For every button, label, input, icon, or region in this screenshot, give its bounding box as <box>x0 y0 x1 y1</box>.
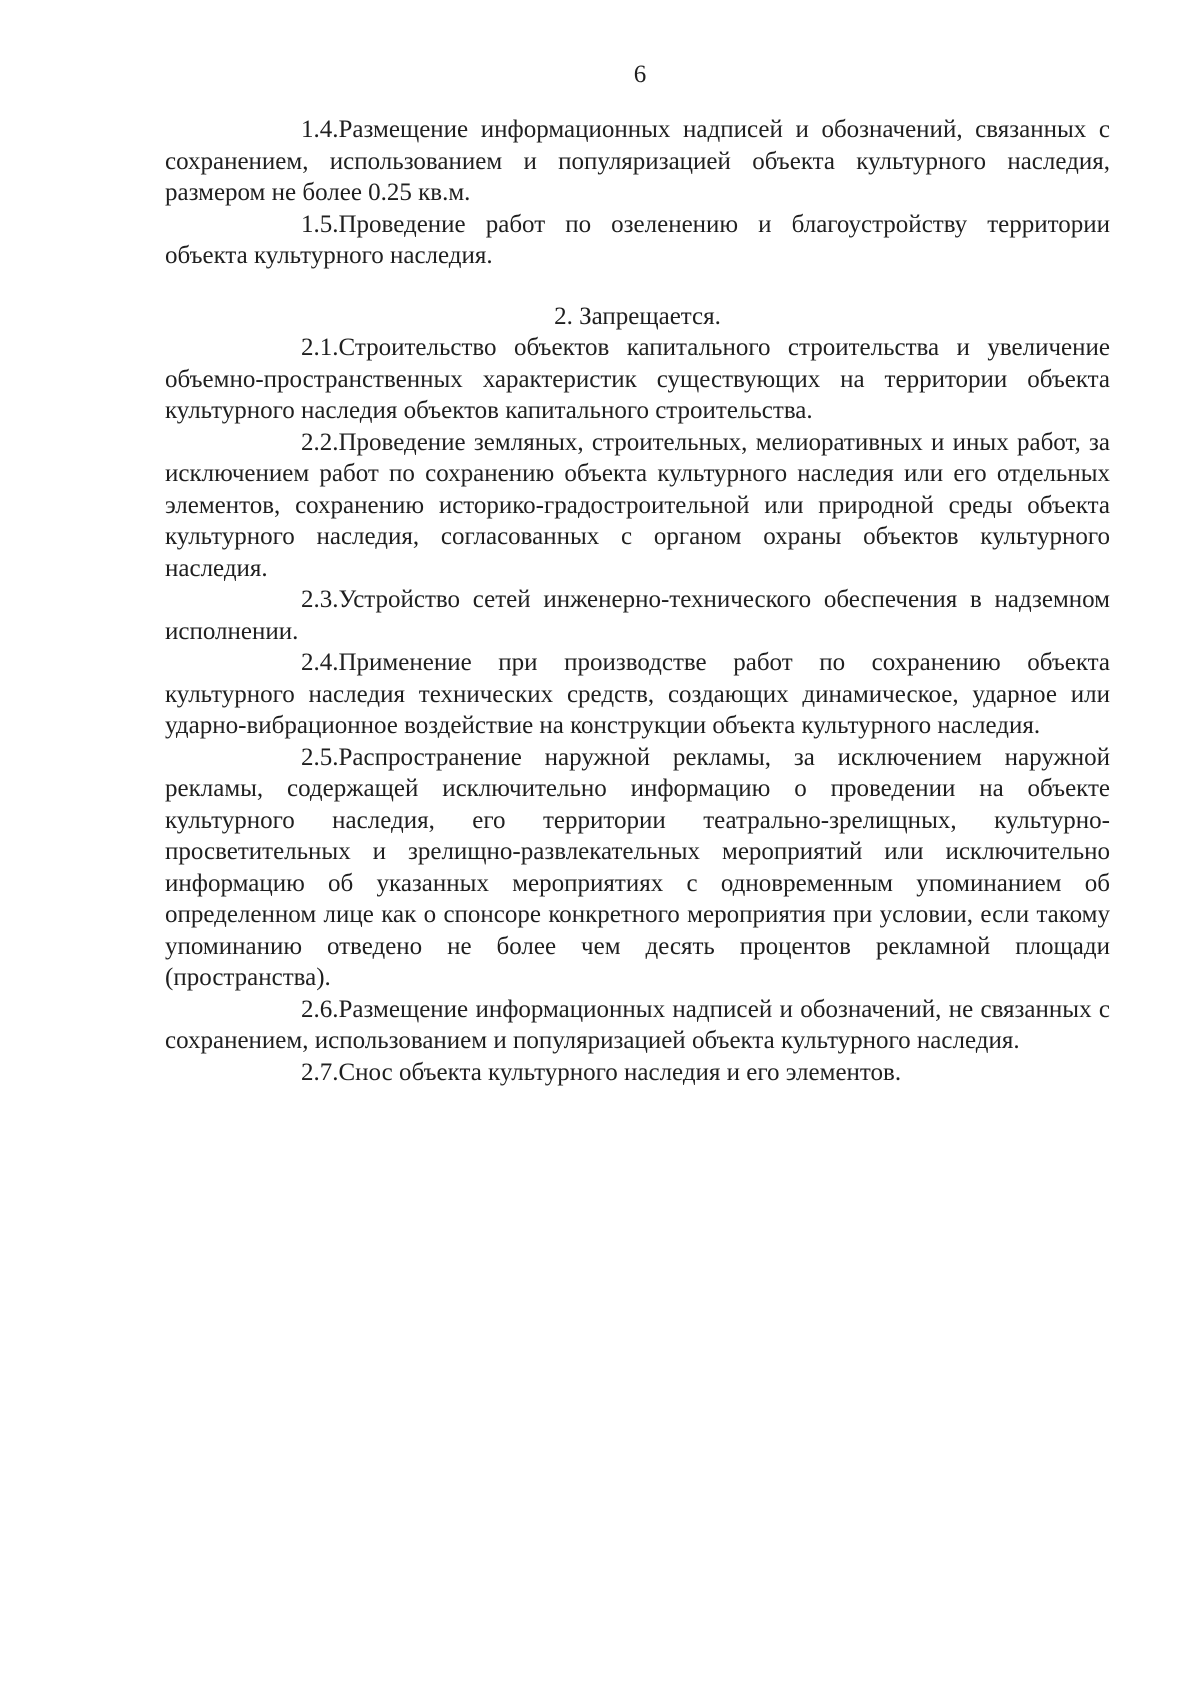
paragraph-1-4 <box>165 114 1110 209</box>
page-number: 6 <box>633 61 647 88</box>
paragraph-2-2 <box>165 427 1110 585</box>
item-number: 2.7. <box>301 1058 339 1086</box>
item-number: 2.6. <box>301 995 339 1023</box>
paragraph-2-6 <box>165 994 1110 1057</box>
document-body <box>165 114 1110 1088</box>
paragraph-2-5 <box>165 742 1110 994</box>
item-text: Устройство сетей инженерно-технического обеспечения в надземном исполнении. <box>165 586 1110 645</box>
item-number: 2.2. <box>301 428 339 456</box>
item-number: 2.4. <box>301 649 339 676</box>
item-number: 2.1. <box>301 334 339 361</box>
paragraph-1-5 <box>165 209 1110 272</box>
item-text: Размещение информационных надписей и обозначений, не связанных с сохранением, использованием и популяризацией объекта культурного наследия. <box>165 995 1110 1054</box>
item-text: Снос объекта культурного наследия и его элементов. <box>338 1058 902 1086</box>
item-number: 1.4. <box>301 116 339 143</box>
item-text: Проведение работ по озеленению и благоустройству территории объекта культурного наследия. <box>165 210 1110 269</box>
item-number: 1.5. <box>301 210 339 238</box>
section-2-heading: 2. Запрещается. <box>554 302 721 330</box>
item-text: Проведение земляных, строительных, мелиоративных и иных работ, за исключением работ по сохранению объекта культурного наследия или его отдельных элементов, сохранению историко-градостроительной или природной среды объекта культурного наследия, согласованных с органом охраны объектов культурного наследия. <box>165 428 1110 582</box>
item-text: Размещение информационных надписей и обозначений, связанных с сохранением, использованием и популяризацией объекта культурного наследия, размером не более 0.25 кв.м. <box>165 116 1110 206</box>
paragraph-2-7 <box>165 1057 1110 1089</box>
item-text: Распространение наружной рекламы, за исключением наружной рекламы, содержащей исключительно информацию о проведении на объекте культурного наследия, его территории театрально-зрелищных, культурно-просветительных и зрелищно-развлекательных мероприятий или исключительно информацию об указанных мероприятиях с одновременным упоминанием об определенном лице как о спонсоре конкретного мероприятия при условии, если такому упоминанию отведено не более чем десять процентов рекламной площади (пространства). <box>165 743 1110 991</box>
item-text: Строительство объектов капитального строительства и увеличение объемно-пространственных характеристик существующих на территории объекта культурного наследия объектов капитального строительства. <box>165 334 1110 424</box>
paragraph-2-4 <box>165 647 1110 742</box>
item-text: Применение при производстве работ по сохранению объекта культурного наследия технических средств, создающих динамическое, ударное или ударно-вибрационное воздействие на конструкции объекта культурного наследия. <box>165 649 1110 739</box>
paragraph-2-3 <box>165 584 1110 647</box>
item-number: 2.3. <box>301 586 339 613</box>
item-number: 2.5. <box>301 743 339 771</box>
paragraph-2-1 <box>165 332 1110 427</box>
